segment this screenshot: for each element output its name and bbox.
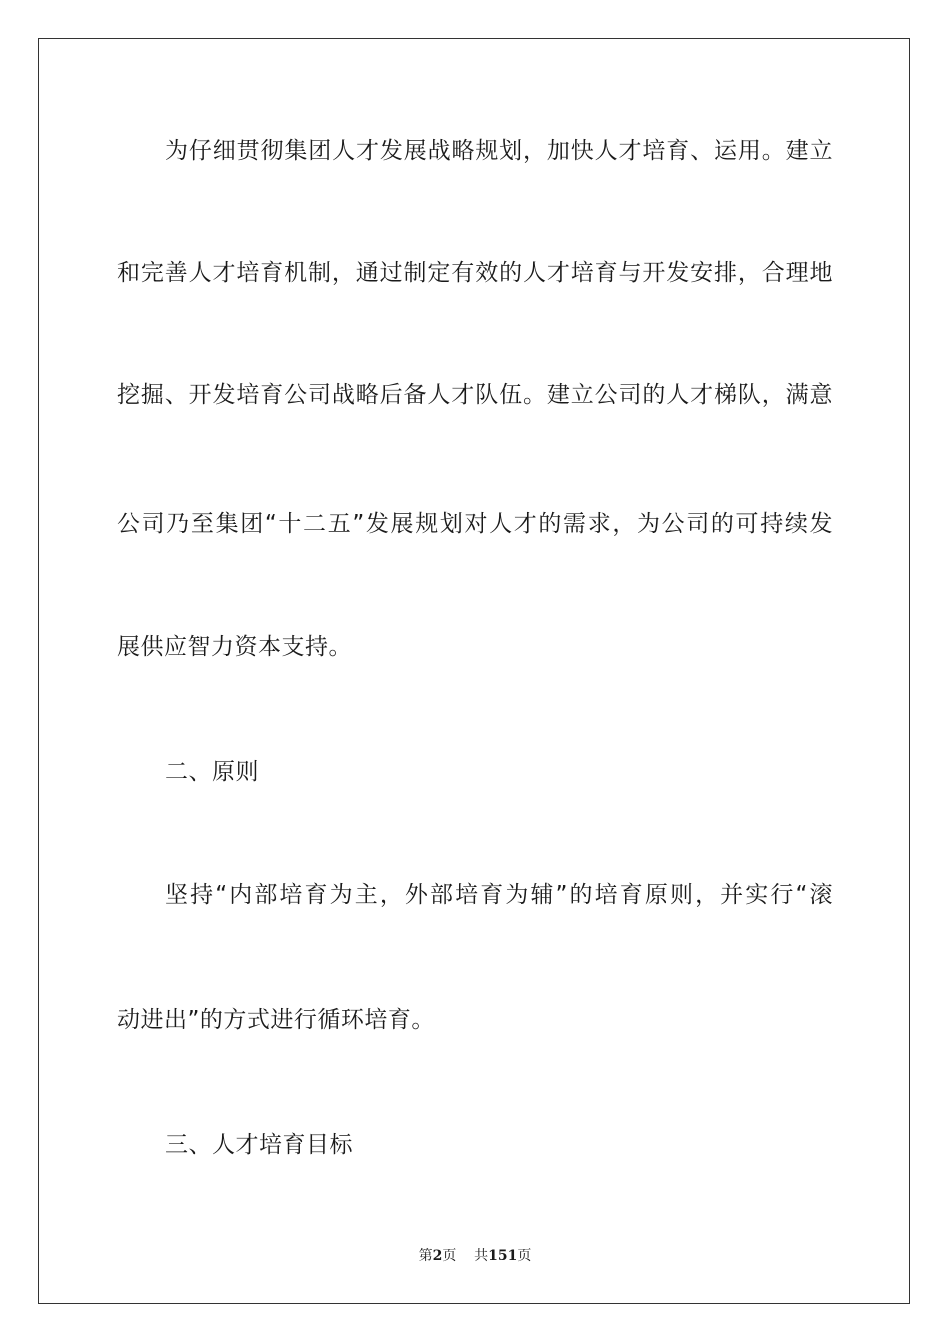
paragraph-2-line-1: 坚持“内部培育为主，外部培育为辅”的培育原则，并实行“滚 xyxy=(165,882,833,908)
footer-total-suffix: 页 xyxy=(517,1248,532,1264)
paragraph-1-line-4: 公司乃至集团“十二五”发展规划对人才的需求，为公司的可持续发 xyxy=(117,511,833,537)
paragraph-1-line-1: 为仔细贯彻集团人才发展战略规划，加快人才培育、运用。建立 xyxy=(165,138,833,164)
paragraph-2-line-2: 动进出”的方式进行循环培育。 xyxy=(117,1007,435,1033)
footer-total-pages: 151 xyxy=(488,1248,518,1264)
paragraph-1-line-3: 挖掘、开发培育公司战略后备人才队伍。建立公司的人才梯队，满意 xyxy=(117,382,833,408)
section-heading-goals: 三、人才培育目标 xyxy=(165,1132,353,1158)
footer-total-prefix: 共 xyxy=(474,1248,489,1264)
footer-page-number: 2 xyxy=(432,1248,443,1264)
section-heading-principles: 二、原则 xyxy=(165,759,259,785)
page-border xyxy=(38,38,910,1304)
footer-page-suffix: 页 xyxy=(442,1248,457,1264)
page-footer xyxy=(0,1246,950,1266)
paragraph-1-line-2: 和完善人才培育机制，通过制定有效的人才培育与开发安排，合理地 xyxy=(117,260,833,286)
footer-page-prefix: 第 xyxy=(418,1248,433,1264)
paragraph-1-line-5: 展供应智力资本支持。 xyxy=(117,634,352,660)
